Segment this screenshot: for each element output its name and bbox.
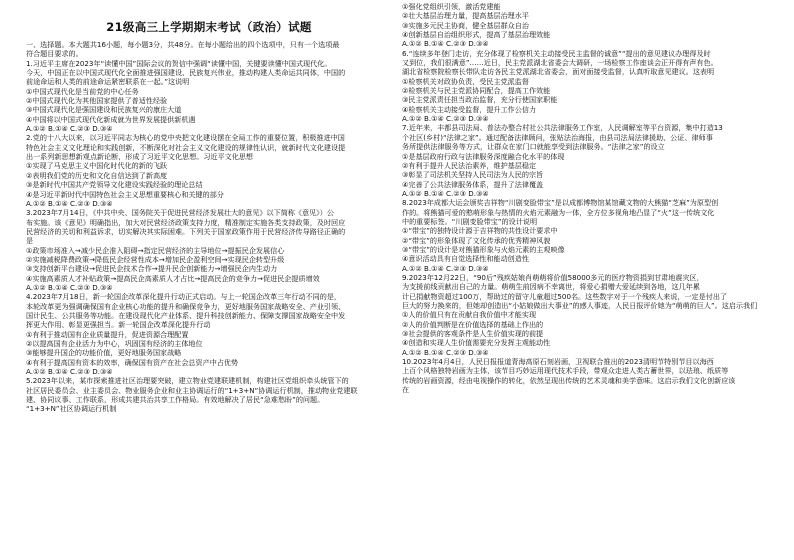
left-line: ②以提高国有企业活力为中心，巩固国有经济的主体地位 [26, 339, 203, 348]
right-line: ④创造和实现人生价值需要充分发挥主观能动性 [402, 338, 551, 348]
left-line: ③是新时代中国共产党领导文化建设实践经验的理论总结 [26, 180, 203, 190]
right-line: 在 [402, 385, 410, 395]
left-line: ①有利于推动国有企业质量提升，促进资源合理配置 [26, 329, 189, 339]
left-line: 布实施。该《意见》明确指出，加大对民营经济政策支持力度，精准制定实施各类支持政策，及时回应 [26, 217, 346, 227]
left-line: ④有利于提高国有资本的效率，确保国有资产在社会总资产中占优势 [26, 357, 239, 367]
left-line: A.①② B.①④ C.②③ D.③④ [26, 198, 113, 208]
left-line: 今天，中国正在以中国式现代化全面推进强国建设、民族复兴伟业，推动构建人类命运共同体，中国的 [26, 68, 346, 78]
right-line: 个社区(乡村)“法律之家”。通过配备法律顾问，张贴法治海报，由县司法局法律援助、公证、律师事 [402, 132, 713, 142]
left-line: ④实施高素质人才补贴政策→提高民企高素质人才占比→提高民企的竞争力→促进民企提质增效 [26, 273, 320, 283]
left-line: ①中国式现代化是当前党的中心任务 [26, 86, 139, 96]
right-line: ④创新基层自治组织形式，提高了基层治理效能 [402, 30, 551, 40]
right-line: A.①② B.①④ C.②③ D.③④ [402, 263, 489, 273]
right-line: A.①② B.①④ C.②③ D.③④ [402, 114, 489, 124]
left-column-text [26, 40, 392, 414]
right-line: ①是基层政府行政与法律服务深度融合化水平的体现 [402, 151, 565, 161]
right-line: ③“带宝”的设计是对熊猫形象与火焰元素的主观映像 [402, 244, 565, 254]
right-line: ④意识活动具有自觉选择性和能动创造性 [402, 254, 529, 264]
left-line: 社区居民委员会、业主委员会、物业服务企业和业主协调运行的“1+3+N”协调运行机制，推动物业党建联 [26, 385, 358, 395]
left-line: 出一系列新思想新观点新论断，形成了习近平文化思想。习近平文化思想 [26, 152, 253, 162]
left-line: ③能够提升国企的功能价值，更好地服务国家战略 [26, 348, 182, 358]
right-line: 6.“连续多年登门走访，充分体现了检察机关主动接受民主监督的诚意”“提出的意见建议办理得及时 [402, 48, 711, 58]
right-line: 10.2023年4月4日，人民日报报道青海高原石刻岩画，卫视联合推出的2023清明节特别节目以海西 [402, 357, 714, 367]
right-line: 7.近年来，丰都县司法局、普法办整合村社公共法律服务工作室，人民调解室等平台资源，集中打造13 [402, 123, 723, 133]
right-line: ③民主党派责任担当政治监督，充分行使国家职能 [402, 95, 558, 105]
left-line: 民营经济的关切和利益诉求，切实解决其实际困难。下列关于国家政策作用于民营经济传导路径正确的 [26, 226, 346, 236]
left-line: ②实施减税降费政策→降低民企经营性成本→增加民企盈利空间→实现民企转型升级 [26, 254, 285, 264]
left-column [26, 0, 392, 414]
right-line: ④检察机关主动接受监督，提升工作公信力 [402, 104, 537, 114]
right-line: 8.2023年成都大运会颁奖吉祥物“川剧变脸带宝”是以成都博物馆某馆藏文物的大熊猫“芝麻”为原型创 [402, 198, 719, 208]
left-line: ④是习近平新时代中国特色社会主义思想重要核心和关键的部分 [26, 189, 224, 199]
right-line: 务所提供法律服务等方式，让群众在家门口就能享受到法律服务。“法律之家”的设立 [402, 142, 665, 152]
left-line: 5.2023年以来，某市探索推进社区治理要突破，建立物业党建联建机制，构建社区党组织牵头统管下的 [26, 376, 349, 386]
right-line: ③社会提供的客观条件是人生价值实现的前提 [402, 329, 544, 339]
right-line: ③实施多元民主协商，健全基层群众自治 [402, 20, 529, 30]
right-line: ①强化党组织引领，激活党建能 [402, 2, 501, 11]
right-line: ④完善了公共法律服务体系，提升了法律覆盖 [402, 179, 544, 189]
right-column [402, 2, 772, 394]
page-title: 21级高三上学期期末考试（政治）试题 [106, 20, 312, 34]
right-line: A.①② B.①④ C.②③ D.③④ [402, 39, 489, 49]
left-line: 前途命运和人类的前途命运紧密联系在一起。”这说明 [26, 77, 190, 87]
left-line: 1.习近平主席在2023年“读懂中国”国际会议的贺信中强调“读懂中国，关键要读懂中国式现代化。 [26, 58, 332, 68]
right-line: ②“带宝”的形象体现了文化传承的优秀精神风貌 [402, 235, 551, 245]
left-line: ③支持创新平台建设→促进民企技术合作→提升民企创新能力→增强民企内生动力 [26, 264, 278, 274]
left-line: “1+3+N”社区协调运行机制 [26, 404, 117, 414]
left-line: A.①② B.①④ C.②③ D.③④ [26, 282, 113, 292]
right-line: ②检察机关与民主党派协同配合，提高工作效能 [402, 86, 551, 96]
right-column-text [402, 2, 772, 394]
right-line: 巨大的努力换来的，但她却创造出“小姑娘做出大事业”的感人事迹，人民日报评价她为“萌萌的巨人”。这启示我们 [402, 301, 758, 310]
right-line: ①人的价值只有在贡献自我价值中才能实现 [402, 310, 537, 320]
left-line: 是 [26, 236, 34, 246]
right-line: 计已捐献物资超过100万，帮助过的留守儿童超过500名。这些数字对于一个残疾人来说，一定是付出了 [402, 291, 728, 301]
left-line: ①政策市场准入→减少民企准入阻碍→指定民营经济的主导地位→提振民企发展信心 [26, 245, 285, 255]
right-line: ②有利于提升人民法治素养，维护基层稳定 [402, 160, 537, 170]
left-line: 4.2023年7月18日，新一轮国企改革深化提升行动正式启动。与上一轮国企改革三年行动不同的是， [26, 292, 342, 302]
right-line: ②壮大基层治理力量，提高基层治理水平 [402, 11, 529, 21]
left-line: 3.2023年7月14日，《中共中央、国务院关于促进民营经济发展壮大的意见》以下简称《意见》）公 [26, 208, 334, 218]
left-line: ③中国式现代化是强国建设和民族复兴的康庄大道 [26, 105, 182, 115]
left-line: 国计民生、公共服务等功能。在建设现代化产业体系、提升科技创新能力、保障支撑国家战略安全中发 [26, 310, 346, 320]
right-line: 上百个风格独特岩画为主体，该节目巧妙运用现代技术手段，带观众走进人类古蓄世界，以珐琅、纸质等 [402, 366, 729, 376]
right-line: ①“带宝”的独特设计源于吉祥物的共性设计要求中 [402, 226, 558, 236]
left-line: ②中国式现代化为其他国家提供了普适性经验 [26, 96, 168, 106]
left-line: 挥更大作用、彰显更强担当。新一轮国企改革深化提升行动 [26, 320, 211, 330]
right-line: 湖北省检察院检察长带队走访各民主党派湖北省委会，面对面接受监督，认真听取意见建议。这表明 [402, 67, 715, 77]
left-line: ②表明我们党的历史和文化自信达到了新高度 [26, 170, 168, 180]
right-line: ③彰显了司法机关坚持人民司法为人民的宗旨 [402, 170, 544, 180]
left-line: A.①② B.①④ C.②③ D.③④ [26, 367, 113, 377]
left-line: 建、协同议事、工作联系，形成共建共治共享工作格局。有效地解决了居民“急难愁盼”的问题。 [26, 395, 325, 405]
left-line: 2.党的十八大以来，以习近平同志为核心的党中央把文化建设摆在全局工作的重要位置，积极推进中国 [26, 133, 345, 143]
right-line: ②人的价值判断是在价值选择的基础上作出的 [402, 319, 544, 329]
right-line: 作的。将熊猫可爱的憨萌形象与热情的火焰元素融为一体，全方位多视角地凸显了“火”这一传统文化 [402, 207, 715, 217]
left-line: 符合题目要求的。 [26, 49, 83, 59]
left-line: 一、选择题。本大题共16小题，每小题3分，共48分。在每小题给出的四个选项中，只有一个选项最 [26, 40, 340, 49]
right-line: A.①② B.①④ C.②③ D.③④ [402, 188, 489, 198]
right-line: ①检察机关对政协负责，受民主党派监督 [402, 76, 529, 86]
left-line: A.①② B.①④ C.②③ D.③④ [26, 124, 113, 134]
right-line: 为支援前线贡献出自己的力量。萌萌生前因病不幸离世，将爱心捐赠大爱延续到各地，这几年累 [402, 282, 700, 292]
right-line: 传统的岩画资源，经由电视操作的转化，依然呈现出传统的艺术灵魂和美学意味。这启示我们文化创新应该 [402, 375, 736, 385]
right-line: A.①② B.①④ C.②③ D.③④ [402, 347, 489, 357]
right-line: 又到位，我们很满意”……近日，民主党派湖北省委会大调研，一场检察工作座谈会正开得有声有色。 [402, 58, 718, 68]
left-line: 特色社会主义文化理论和实践创新，不断深化对社会主义文化建设的规律性认识，就新时代文化建设提 [26, 142, 346, 152]
left-line: 本轮改革更为强调确保国有企业核心功能的提升和确保竞争力，更好地服务国家战略安全、产业引领、 [26, 301, 346, 311]
right-line: 中的重要标签。“川剧变脸带宝”的设计说明 [402, 216, 538, 226]
right-line: 9.2023年12月22日，“90后”残疾姑娘肖萌萌将价值58000多元的医疗物资捐到甘肃地震灾区， [402, 272, 704, 282]
left-line: ④中国将以中国式现代化新成就为世界发展提供新机遇 [26, 114, 196, 124]
left-line: ①实现了马克思主义中国化时代化的新的飞跃 [26, 161, 168, 171]
